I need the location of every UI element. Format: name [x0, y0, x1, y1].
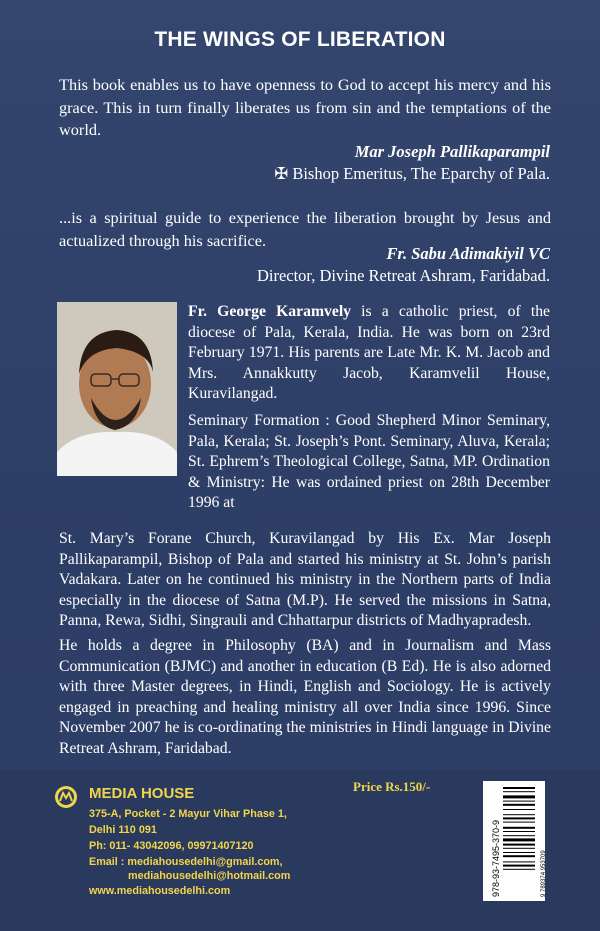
barcode-bar: [503, 838, 535, 841]
author-degrees-text: He holds a degree in Philosophy (BA) and in Journalism and Mass Communication (BJMC) and another in education (B Ed). He is also adorned with three Master degrees, in Hindi, English and Sociology. He is actively engaged in preaching and healing ministry all over India since 1996. Since November 2007 he is co-ordinating the ministries in Hindi language in Divine Retreat Ashram, Faridabad.: [59, 637, 551, 757]
book-title: THE WINGS OF LIBERATION: [154, 28, 446, 51]
barcode-bar: [503, 844, 535, 846]
barcode-bar: [503, 861, 535, 862]
publisher-address-2: Delhi 110 091: [89, 824, 157, 836]
author-formation-text: Seminary Formation : Good Shepherd Minor Seminary, Pala, Kerala; St. Joseph’s Pont. Seminary, Aluva, Kerala; St. Ephrem’s Theological College, Satna, MP. Ordination & Ministry: He was ordained priest on 28th December 1996 at: [188, 411, 550, 512]
barcode-bar: [503, 865, 535, 867]
barcode-bar: [503, 801, 535, 802]
endorsement-text-2: ...is a spiritual guide to experience the liberation brought by Jesus and actualized through his sacrifice.: [59, 208, 551, 250]
isbn-barcode: [483, 781, 545, 901]
endorsement-text-1: This book enables us to have openness to God to accept his mercy and his grace. This in turn finally liberates us from sin and the temptations of the world.: [59, 75, 551, 139]
publisher-website: www.mediahousedelhi.com: [89, 885, 231, 897]
endorser-name-1: Mar Joseph Pallikaparampil: [354, 142, 550, 161]
author-photo: [57, 302, 177, 476]
publisher-name: MEDIA HOUSE: [89, 785, 195, 802]
barcode-bar: [503, 855, 535, 857]
barcode-bar: [503, 827, 535, 829]
barcode-bar: [503, 869, 535, 870]
author-intro-text: is a catholic priest, of the diocese of Pala, Kerala, India. He was born on 23rd February 1971. His parents are Late Mr. K. M. Jacob and Mrs. Annakkutty Jacob, Karamvelil House, Kuravilangad.: [188, 303, 550, 403]
barcode-bar: [503, 848, 535, 849]
author-name: Fr. George Karamvely: [188, 303, 352, 320]
publisher-address-1: 375-A, Pocket - 2 Mayur Vihar Phase 1,: [89, 808, 287, 820]
barcode-digits: 9 789374 953709: [541, 850, 547, 897]
barcode-bar: [503, 822, 535, 823]
endorser-name-2: Fr. Sabu Adimakiyil VC: [386, 244, 550, 263]
media-house-logo-icon: [54, 785, 78, 809]
publisher-email-2: mediahousedelhi@hotmail.com: [128, 870, 291, 882]
barcode-bar: [503, 852, 535, 853]
author-portrait-icon: [57, 302, 177, 476]
publisher-phone: Ph: 011- 43042096, 09971407120: [89, 840, 254, 852]
barcode-bar: [503, 795, 535, 798]
author-bio-intro: [188, 302, 550, 514]
barcode-bar: [503, 804, 535, 806]
endorser-role-1: [274, 164, 550, 184]
barcode-bar: [503, 809, 535, 810]
endorser-role-2: Director, Divine Retreat Ashram, Faridabad.: [256, 266, 550, 285]
endorser-role-text-1: Bishop Emeritus, The Eparchy of Pala.: [292, 164, 550, 183]
author-formation-continued: St. Mary’s Forane Church, Kuravilangad by His Ex. Mar Joseph Pallikaparampil, Bishop of Pala and started his ministry at St. John’s parish Vadakara. Later on he continued his ministry in the Northern parts of India especially in the diocese of Satna (M.P). He served the missions in Satna, Panna, Rewa, Sidhi, Singrauli and Chhattarpur districts of Madhyapradesh.: [59, 530, 551, 630]
barcode-bar: [503, 831, 535, 832]
publisher-email-1: Email : mediahousedelhi@gmail.com,: [89, 856, 283, 868]
barcode-bar: [503, 787, 535, 789]
barcode-bar: [503, 791, 535, 792]
isbn-number: 978-93-7495-370-9: [491, 819, 501, 897]
barcode-bar: [503, 835, 535, 836]
price-label: Price Rs.150/-: [353, 779, 431, 794]
cross-icon: ✠: [274, 164, 289, 183]
barcode-bar: [503, 817, 535, 819]
barcode-bar: [503, 814, 535, 815]
